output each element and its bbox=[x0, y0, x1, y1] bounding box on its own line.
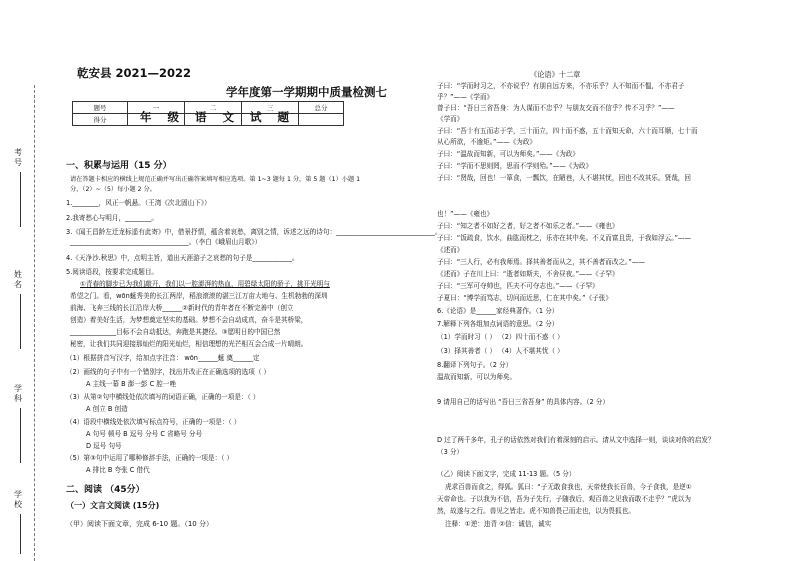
section-2-intro: （甲）阅读下面文章，完成 6-10 题。（10 分） bbox=[66, 520, 213, 528]
passage-line: ①青春的脚步已为我们敲开，我们以一腔澎湃的热血，用碧绿太阳的骄子，挑开光明与 bbox=[80, 280, 330, 288]
analects-line: 子曰：“温故而知新，可以为师矣。”——《为政》 bbox=[437, 150, 579, 158]
subquestion-4: （4）语段中横线处依次填写标点符号，正确的一项是：（ ） bbox=[66, 418, 241, 426]
binding-margin bbox=[0, 0, 45, 561]
passage-b-intro: （乙）阅读下面文字，完成 11-13 题。（5 分） bbox=[437, 470, 576, 478]
subquestion-2: （2）画线的句子中有一个错别字，找出并改正在正确选项的选项（ ） bbox=[66, 368, 271, 376]
question-9: 9 请用自己的话写出 “吾日三省吾身” 的具体内容。（2 分） bbox=[437, 398, 609, 406]
analects-line: 从心所欲，不逾矩。”——《为政》 bbox=[437, 138, 537, 146]
score-header-cell: 二 bbox=[185, 102, 242, 114]
cut-line bbox=[34, 85, 35, 561]
score-header-cell: 题号 bbox=[73, 102, 128, 114]
question-7-items: （1）学而时习（ ） （2）四十而不惑（ ） bbox=[437, 333, 564, 341]
score-header-cell: 三 bbox=[242, 102, 299, 114]
passage-line: ______________目标不会自动抵达，奔跑是其捷径。③愿明日的中国已然 bbox=[70, 328, 281, 336]
section-1-instructions: 请在答题卡相应的横线上规范正确并写出正确答案填写相应选项。第 1~3 题每 1 分，第 5 题（1）小题 1 bbox=[70, 176, 361, 183]
score-row-label: 得分 bbox=[73, 114, 128, 126]
analects-line: 子曰：“知之者不如好之者，好之者不如乐之者。”——《雍也》 bbox=[437, 222, 619, 230]
exam-number-label: 考号 bbox=[14, 148, 22, 167]
subquestion-3-options: A 创立 B 创造 bbox=[86, 405, 128, 413]
school-label: 学校 bbox=[14, 490, 22, 509]
subquestion-1: （1）根据拼音写汉字，给加点字注音： wōn______蜒 奠______定 bbox=[66, 354, 260, 362]
analects-line: 《学而》 bbox=[437, 115, 464, 123]
question-10-points: （3 分） bbox=[437, 448, 464, 456]
section-2-subtitle: （一）文言文阅读 (15分) bbox=[66, 501, 160, 510]
analects-line: 子夏曰：“博学而笃志，切问而近思，仁在其中矣。”《子张》 bbox=[437, 294, 612, 302]
school-line bbox=[20, 514, 21, 554]
exam-title-line2: 学年度第一学期期中质量检测七 bbox=[226, 85, 387, 99]
name-label: 姓名 bbox=[14, 270, 22, 289]
subject-label: 学科 bbox=[14, 384, 22, 403]
question-2: 2.我寄愁心与明月，________。 bbox=[66, 214, 159, 222]
question-4: 4.《天净沙.秋思》中，点明主旨，道出天涯游子之哀愁的句子是____________。 bbox=[66, 254, 299, 262]
analects-line: 子曰：“饭疏食，饮水，曲肱而枕之，乐亦在其中矣。不义而富且贵，于我如浮云。”—— bbox=[437, 234, 692, 242]
question-10: D 过了两千多年，孔子的话依然对我们有着深刻的启示。请从文中选择一则，谈谈对你的启发？ bbox=[437, 436, 715, 444]
question-1: 1.________，风正一帆悬。（王湾《次北固山下》） bbox=[66, 199, 211, 207]
score-header-cell: 总分 bbox=[299, 102, 344, 114]
passage-b-line: 然，故遂与之行。兽见之皆走。虎不知兽畏己而走也，以为畏狐也。 bbox=[437, 507, 635, 515]
section-2-title: 二、阅读 （45分） bbox=[66, 485, 145, 495]
subquestion-5: （5）第③句中运用了哪种修辞手法，正确的一项是：（ ） bbox=[66, 454, 234, 462]
question-7-items-2: （3）择其善者（ ） （4）人不堪其忧（ ） bbox=[437, 347, 564, 355]
question-3: 3.《闻王昌龄左迁龙标遥有此寄》中，借景抒情，蕴含着哀愁，离别之情，诉述之远的诗句：______________________________。 bbox=[66, 228, 442, 236]
name-line bbox=[20, 294, 21, 349]
passage-b-note: 注释：①逆：违背 ②信：诚信，诚实 bbox=[445, 520, 552, 528]
analects-line: 子曰：“三人行，必有我师焉。择其善者而从之，其不善者而改之。”—— bbox=[437, 258, 645, 266]
question-3-cont: ____________________________________。（李白《峨眉山月歌》） bbox=[70, 238, 262, 246]
analects-line: 乎？”——《学而》 bbox=[437, 93, 494, 101]
subquestion-5-options: A 排比 B 夸张 C 借代 bbox=[86, 466, 150, 474]
passage-line: 希望之门。看，wōn蜒秀美的长江两岸，稻浪滚滚的湛三江万亩大地与、生机勃勃的深圳 bbox=[70, 292, 328, 300]
score-cell[interactable] bbox=[299, 114, 344, 126]
score-header-cell: 一 bbox=[128, 102, 185, 114]
analects-line: 子曰：“三军可夺帅也，匹夫不可夺志也。”——《子罕》 bbox=[437, 282, 599, 290]
passage-line: 秘密，让我们共同迎接那灿烂的阳光灿烂，相信理想的光芒相互会合成一片晴朗。 bbox=[70, 340, 308, 348]
subject-line bbox=[20, 408, 21, 463]
passage-b-line: 虎求百兽而食之，得狐。狐曰：“子无敢食我也，天帝使我长百兽，今子食我，是逆① bbox=[445, 483, 692, 491]
subquestion-4-options-2: D 逗号 句号 bbox=[86, 442, 122, 450]
question-6: 6.《论语》是______家经典著作。（1 分） bbox=[437, 307, 559, 315]
analects-line: 《述而》 bbox=[437, 246, 464, 254]
passage-line: 创造）着美好生活，为梦想奠定坚实的基础。梦想不会自动成真，奋斗是其桥梁， bbox=[70, 316, 308, 324]
passage-line: 前海、飞奔三线的长江沿岸大桥______②新时代的青年者在不断完善中（创立 bbox=[70, 304, 294, 312]
passage-b-line: 天帝命也。子以我为不信，吾为子先行，子随我后，观百兽之见我而敢不走乎？”虎以为 bbox=[437, 495, 691, 503]
subquestion-3: （3）从第②句中横线处依次填写的词语正确，正确的一项是：（ ） bbox=[66, 393, 260, 401]
section-1-title: 一、积累与运用（15 分） bbox=[66, 161, 172, 171]
question-8-sentence: 温故而知新，可以为师矣。 bbox=[437, 373, 517, 381]
question-7: 7.解释下列各组加点词语的意思。（2 分） bbox=[437, 320, 559, 328]
subquestion-2-options: A 主线一幕 B 澎一彭 C 腔一唑 bbox=[86, 380, 177, 388]
exam-number-line bbox=[20, 172, 21, 227]
analects-line: 子曰：“吾十有五而志于学，三十而立，四十而不惑，五十而知天命，六十而耳顺，七十而 bbox=[437, 127, 698, 135]
analects-line: 子曰：“学而时习之，不亦说乎？有朋自远方来，不亦乐乎？人不知而不愠，不亦君子 bbox=[437, 82, 685, 90]
analects-line: 子曰：“学而不思则罔，思而不学则殆。”——《为政》 bbox=[437, 162, 593, 170]
question-5: 5.阅读语段，按要求完成题目。 bbox=[66, 268, 159, 276]
analects-line: 《述而》子在川上曰：“逝者如斯夫，不舍昼夜。”——《子罕》 bbox=[437, 270, 619, 278]
analects-line: 子曰：“贤哉，回也！一箪食，一瓢饮，在陋巷，人不堪其忧，回也不改其乐。贤哉，回 bbox=[437, 174, 691, 182]
analects-line: 曾子曰：“吾日三省吾身：为人谋而不忠乎？与朋友交而不信乎？传不习乎？”—— bbox=[437, 104, 675, 112]
exam-title-line3: 年 级 语 文 试 题 bbox=[140, 110, 296, 124]
analects-line: 也！”——《雍也》 bbox=[437, 210, 494, 218]
exam-title-line1: 乾安县 2021—2022 bbox=[77, 66, 192, 80]
analects-title: 《论语》十二章 bbox=[530, 70, 581, 79]
question-8: 8.翻译下列句子。（2 分） bbox=[437, 361, 513, 369]
section-1-instructions-2: 分，（2）~（5）每小题 2 分。 bbox=[70, 186, 156, 193]
subquestion-4-options: A 句号 顿号 B 逗号 分号 C 省略号 分号 bbox=[86, 430, 203, 438]
